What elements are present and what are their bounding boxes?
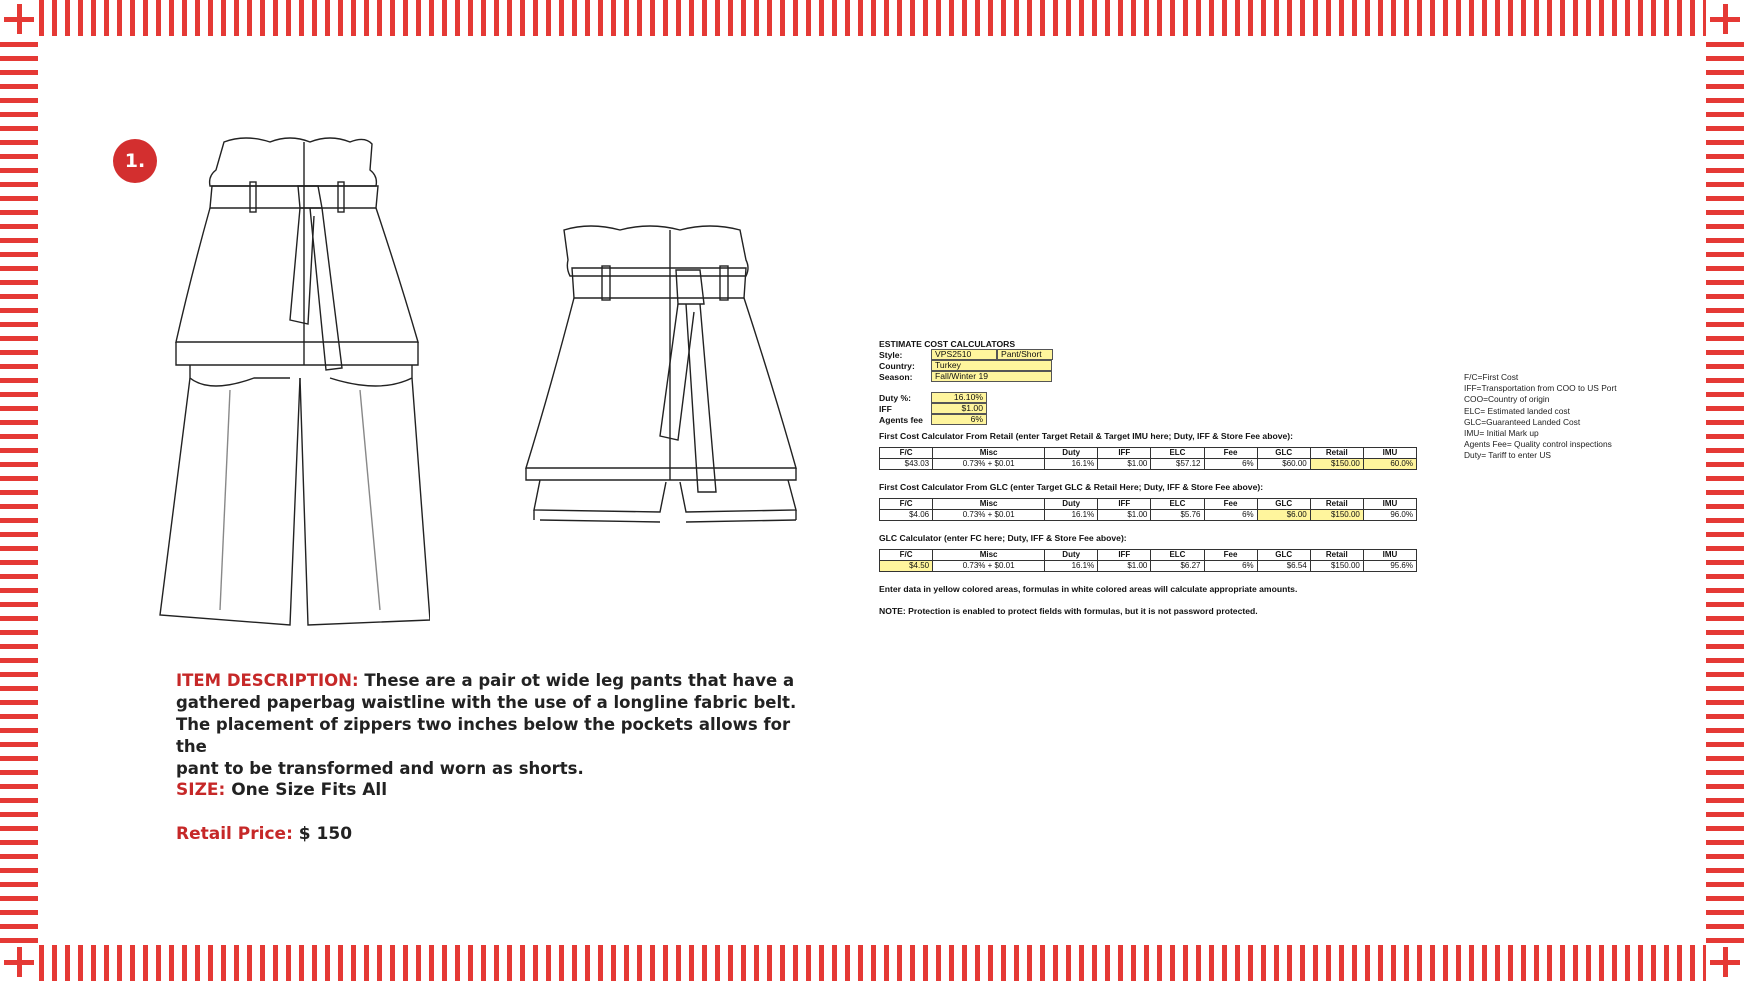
description-line: gathered paperbag waistline with the use of a longline fabric belt. bbox=[176, 693, 797, 712]
style-type-field[interactable]: Pant/Short bbox=[997, 349, 1053, 360]
value-cell: 6% bbox=[1204, 561, 1257, 572]
retail-price-value: $ 150 bbox=[298, 824, 353, 844]
duty-field[interactable]: 16.10% bbox=[931, 392, 987, 403]
item-number-badge: 1. bbox=[113, 139, 157, 183]
value-cell: $6.54 bbox=[1257, 561, 1310, 572]
legend-item: Agents Fee= Quality control inspections bbox=[1464, 439, 1612, 450]
header-cell: Misc bbox=[933, 550, 1045, 561]
value-cell: 0.73% + $0.01 bbox=[933, 510, 1045, 521]
size-label: SIZE: bbox=[176, 780, 226, 800]
header-cell: IFF bbox=[1098, 499, 1151, 510]
value-cell: $5.76 bbox=[1151, 510, 1204, 521]
header-cell: Duty bbox=[1045, 550, 1098, 561]
corner-plus-icon bbox=[0, 943, 38, 981]
fc-input-cell[interactable]: $4.50 bbox=[880, 561, 933, 572]
corner-plus-icon bbox=[1706, 943, 1744, 981]
header-cell: Duty bbox=[1045, 448, 1098, 459]
instructions-note: Enter data in yellow colored areas, formulas in white colored areas will calculate appropriate amounts. bbox=[879, 584, 1298, 594]
header-cell: Duty bbox=[1045, 499, 1098, 510]
legend-item: IFF=Transportation from COO to US Port bbox=[1464, 383, 1617, 394]
right-stripe-border bbox=[1706, 36, 1744, 945]
agents-fee-field[interactable]: 6% bbox=[931, 414, 987, 425]
style-label: Style: bbox=[879, 349, 903, 360]
item-description bbox=[176, 670, 816, 780]
top-stripe-border bbox=[0, 0, 1744, 36]
value-cell: 16.1% bbox=[1045, 459, 1098, 470]
header-cell: IMU bbox=[1363, 448, 1416, 459]
value-cell: 0.73% + $0.01 bbox=[933, 459, 1045, 470]
calculator-title: ESTIMATE COST CALCULATORS bbox=[879, 339, 1016, 349]
value-cell: $1.00 bbox=[1098, 510, 1151, 521]
description-line: These are a pair ot wide leg pants that have a bbox=[364, 671, 795, 690]
retail-input-cell[interactable]: $150.00 bbox=[1310, 510, 1363, 521]
header-cell: Retail bbox=[1310, 448, 1363, 459]
value-cell: $4.06 bbox=[880, 510, 933, 521]
glc-input-cell[interactable]: $6.00 bbox=[1257, 510, 1310, 521]
corner-plus-icon bbox=[0, 0, 38, 38]
agents-fee-label: Agents fee bbox=[879, 414, 923, 425]
bottom-stripe-border bbox=[0, 945, 1744, 981]
header-cell: Fee bbox=[1204, 499, 1257, 510]
legend-item: GLC=Guaranteed Landed Cost bbox=[1464, 416, 1581, 427]
fc-calculator-table bbox=[879, 549, 1417, 572]
table-title: GLC Calculator (enter FC here; Duty, IFF & Store Fee above): bbox=[879, 533, 1127, 543]
header-cell: GLC bbox=[1257, 499, 1310, 510]
header-cell: F/C bbox=[880, 499, 933, 510]
header-cell: Fee bbox=[1204, 448, 1257, 459]
description-line: The placement of zippers two inches below the pockets allows for the bbox=[176, 715, 791, 756]
header-cell: ELC bbox=[1151, 550, 1204, 561]
header-cell: F/C bbox=[880, 448, 933, 459]
value-cell: 16.1% bbox=[1045, 561, 1098, 572]
table-title: First Cost Calculator From GLC (enter Target GLC & Retail Here; Duty, IFF & Store Fee above): bbox=[879, 482, 1264, 492]
header-cell: Retail bbox=[1310, 499, 1363, 510]
header-cell: IMU bbox=[1363, 550, 1416, 561]
header-cell: ELC bbox=[1151, 448, 1204, 459]
left-stripe-border bbox=[0, 36, 38, 945]
size-line bbox=[176, 780, 387, 800]
value-cell: 96.0% bbox=[1363, 510, 1416, 521]
value-cell: 16.1% bbox=[1045, 510, 1098, 521]
protection-note: NOTE: Protection is enabled to protect fields with formulas, but it is not password protected. bbox=[879, 606, 1258, 616]
header-cell: Fee bbox=[1204, 550, 1257, 561]
header-cell: ELC bbox=[1151, 499, 1204, 510]
corner-plus-icon bbox=[1706, 0, 1744, 38]
value-cell: $6.27 bbox=[1151, 561, 1204, 572]
value-cell: 0.73% + $0.01 bbox=[933, 561, 1045, 572]
legend-item: IMU= Initial Mark up bbox=[1464, 428, 1539, 439]
header-cell: Misc bbox=[933, 499, 1045, 510]
description-line: pant to be transformed and worn as shorts. bbox=[176, 759, 584, 778]
iff-label: IFF bbox=[879, 403, 892, 414]
retail-calculator-table bbox=[879, 447, 1417, 470]
header-cell: Misc bbox=[933, 448, 1045, 459]
legend-item: COO=Country of origin bbox=[1464, 394, 1550, 405]
value-cell: $1.00 bbox=[1098, 561, 1151, 572]
value-cell: $57.12 bbox=[1151, 459, 1204, 470]
season-label: Season: bbox=[879, 371, 913, 382]
legend-item: Duty= Tariff to enter US bbox=[1464, 450, 1551, 461]
imu-input-cell[interactable]: 60.0% bbox=[1363, 459, 1416, 470]
header-cell: Retail bbox=[1310, 550, 1363, 561]
retail-price-line bbox=[176, 824, 352, 844]
description-label: ITEM DESCRIPTION: bbox=[176, 671, 359, 690]
header-cell: IMU bbox=[1363, 499, 1416, 510]
value-cell: $1.00 bbox=[1098, 459, 1151, 470]
style-field[interactable]: VPS2510 bbox=[931, 349, 997, 360]
duty-label: Duty %: bbox=[879, 392, 911, 403]
abbreviation-legend bbox=[1464, 372, 1617, 462]
table-title: First Cost Calculator From Retail (enter Target Retail & Target IMU here; Duty, IFF & Store Fee above): bbox=[879, 431, 1293, 441]
legend-item: F/C=First Cost bbox=[1464, 372, 1519, 382]
country-label: Country: bbox=[879, 360, 915, 371]
season-field[interactable]: Fall/Winter 19 bbox=[931, 371, 1052, 382]
value-cell: 95.6% bbox=[1363, 561, 1416, 572]
header-cell: F/C bbox=[880, 550, 933, 561]
header-cell: GLC bbox=[1257, 550, 1310, 561]
size-value: One Size Fits All bbox=[231, 780, 388, 800]
value-cell: 6% bbox=[1204, 510, 1257, 521]
header-cell: GLC bbox=[1257, 448, 1310, 459]
legend-item: ELC= Estimated landed cost bbox=[1464, 405, 1570, 416]
value-cell: $43.03 bbox=[880, 459, 933, 470]
retail-input-cell[interactable]: $150.00 bbox=[1310, 459, 1363, 470]
value-cell: 6% bbox=[1204, 459, 1257, 470]
wide-leg-pant-sketch bbox=[150, 130, 430, 635]
retail-price-label: Retail Price: bbox=[176, 824, 293, 844]
country-field[interactable]: Turkey bbox=[931, 360, 1052, 371]
iff-field[interactable]: $1.00 bbox=[931, 403, 987, 414]
glc-calculator-table bbox=[879, 498, 1417, 521]
header-cell: IFF bbox=[1098, 448, 1151, 459]
value-cell: $150.00 bbox=[1310, 561, 1363, 572]
value-cell: $60.00 bbox=[1257, 459, 1310, 470]
header-cell: IFF bbox=[1098, 550, 1151, 561]
shorts-sketch bbox=[510, 220, 800, 540]
cost-calculator bbox=[879, 339, 1419, 622]
